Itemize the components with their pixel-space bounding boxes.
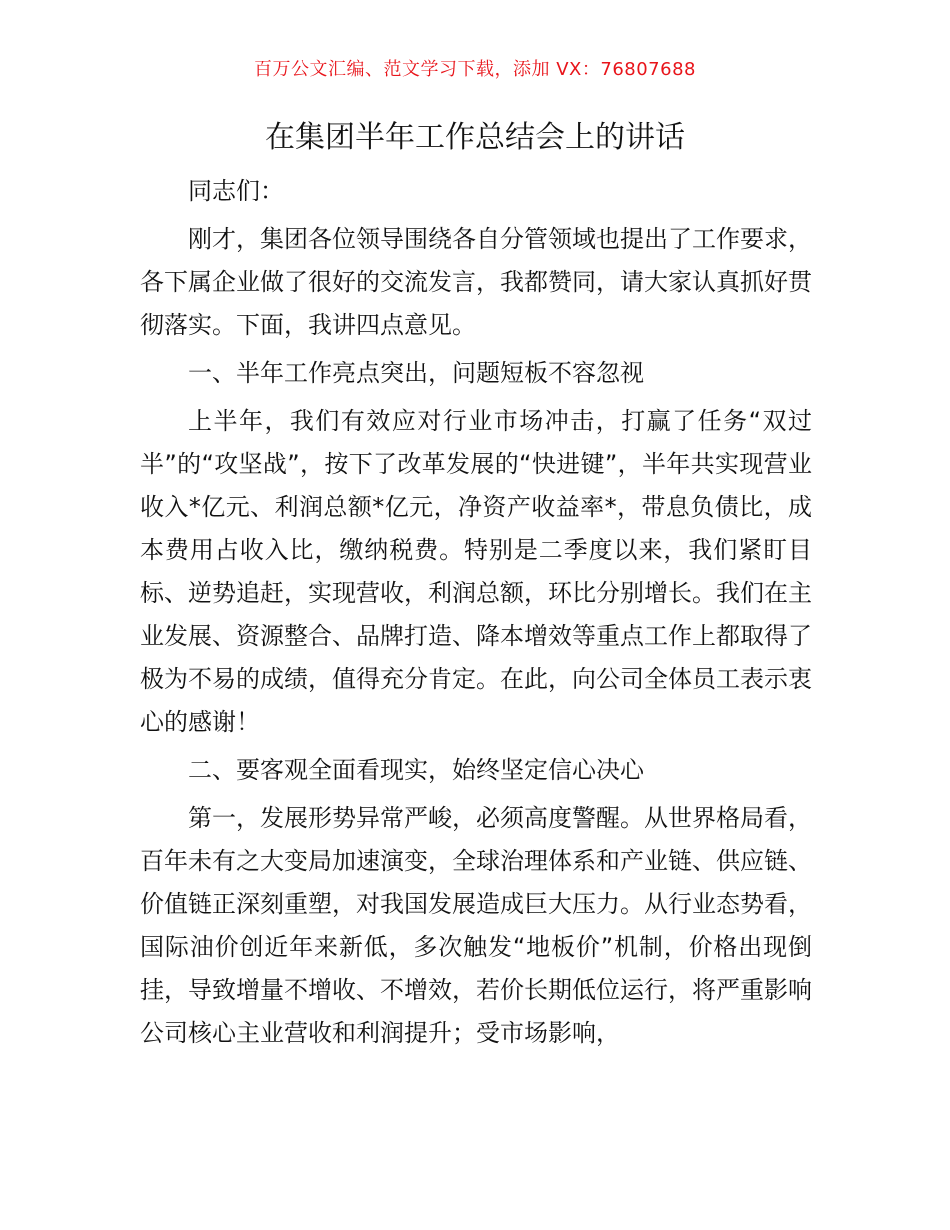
section-heading-1: 一、半年工作亮点突出，问题短板不容忽视 bbox=[188, 359, 644, 387]
salutation: 同志们： bbox=[188, 177, 284, 205]
paragraph-development-situation: 第一，发展形势异常严峻，必须高度警醒。从世界格局看，百年未有之大变局加速演变，全球治理体系和产业链、供应链、价值链正深刻重塑，对我国发展造成巨大压力。从行业态势看，国际油价创近年来新低，多次触发“地板价”机制，价格出现倒挂，导致增量不增收、不增效，若价长期低位运行，将严重影响公司核心主业营收和利润提升；受市场影响， bbox=[140, 804, 812, 1047]
watermark-banner: 百万公文汇编、范文学习下载，添加 VX：76807688 bbox=[254, 59, 696, 80]
document-title: 在集团半年工作总结会上的讲话 bbox=[265, 120, 685, 155]
document-body bbox=[140, 170, 812, 1060]
paragraph-intro: 刚才，集团各位领导围绕各自分管领域也提出了工作要求，各下属企业做了很好的交流发言，我都赞同，请大家认真抓好贯彻落实。下面，我讲四点意见。 bbox=[140, 225, 812, 339]
section-heading-2: 二、要客观全面看现实，始终坚定信心决心 bbox=[188, 756, 644, 784]
paragraph-first-half-results: 上半年，我们有效应对行业市场冲击，打赢了任务“双过半”的“攻坚战”，按下了改革发展的“快进键”，半年共实现营业收入*亿元、利润总额*亿元，净资产收益率*，带息负债比，成本费用占收入比，缴纳税费。特别是二季度以来，我们紧盯目标、逆势追赶，实现营收，利润总额，环比分别增长。我们在主业发展、资源整合、品牌打造、降本增效等重点工作上都取得了极为不易的成绩，值得充分肯定。在此，向公司全体员工表示衷心的感谢！ bbox=[140, 407, 812, 736]
